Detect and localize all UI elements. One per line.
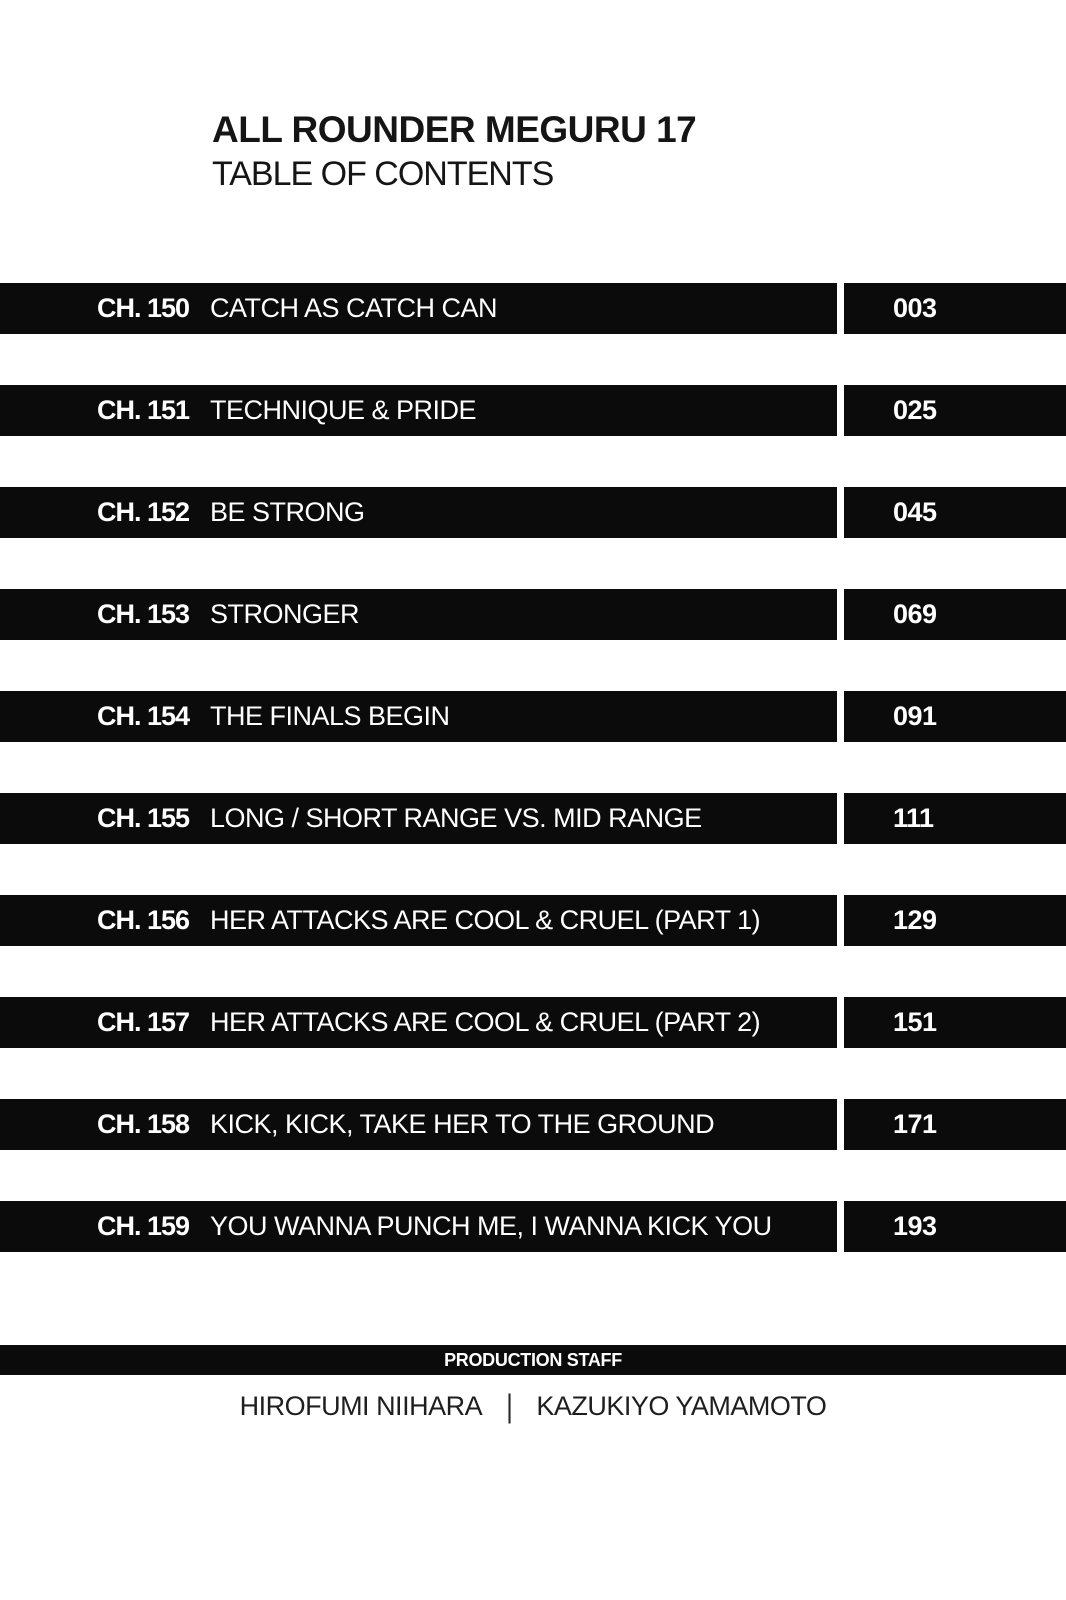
page-number: 025: [893, 395, 937, 425]
chapter-title: STRONGER: [210, 599, 360, 629]
page-number-bar: [844, 487, 1066, 538]
toc-row-ch-150: [0, 283, 1066, 334]
chapter-bar: [0, 1201, 837, 1252]
bar-divider: [837, 385, 844, 436]
chapter-title: HER ATTACKS ARE COOL & CRUEL (PART 1): [210, 905, 761, 935]
page-number-bar: [844, 1201, 1066, 1252]
page-number-bar: [844, 895, 1066, 946]
page-number: 003: [893, 293, 937, 323]
page-number: 091: [893, 701, 937, 731]
chapter-number: CH. 158: [97, 1109, 190, 1139]
chapter-title: LONG / SHORT RANGE VS. MID RANGE: [210, 803, 702, 833]
chapter-title: YOU WANNA PUNCH ME, I WANNA KICK YOU: [210, 1211, 772, 1241]
bar-divider: [837, 997, 844, 1048]
toc-list: [0, 283, 1066, 1303]
chapter-bar: [0, 691, 837, 742]
chapter-bar: [0, 793, 837, 844]
toc-row-ch-154: [0, 691, 1066, 742]
page-number-bar: [844, 589, 1066, 640]
toc-row-ch-155: [0, 793, 1066, 844]
bar-divider: [837, 283, 844, 334]
page-number: 151: [893, 1007, 937, 1037]
chapter-title: BE STRONG: [210, 497, 365, 527]
bar-divider: [837, 1099, 844, 1150]
chapter-title: THE FINALS BEGIN: [210, 701, 450, 731]
chapter-title: CATCH AS CATCH CAN: [210, 293, 498, 323]
chapter-bar: [0, 997, 837, 1048]
chapter-number: CH. 154: [97, 701, 190, 731]
toc-row-ch-157: [0, 997, 1066, 1048]
chapter-number: CH. 153: [97, 599, 190, 629]
book-title: ALL ROUNDER MEGURU 17: [212, 109, 697, 150]
chapter-number: CH. 159: [97, 1211, 190, 1241]
bar-divider: [837, 589, 844, 640]
chapter-bar: [0, 1099, 837, 1150]
toc-row-ch-158: [0, 1099, 1066, 1150]
toc-row-ch-153: [0, 589, 1066, 640]
page-number: 171: [893, 1109, 937, 1139]
page-number: 111: [893, 803, 934, 833]
bar-divider: [837, 691, 844, 742]
page-number-bar: [844, 283, 1066, 334]
page-number: 193: [893, 1211, 937, 1241]
page-number: 129: [893, 905, 937, 935]
staff-separator-bar: |: [506, 1387, 513, 1425]
chapter-title: HER ATTACKS ARE COOL & CRUEL (PART 2): [210, 1007, 761, 1037]
chapter-bar: [0, 589, 837, 640]
page-number-bar: [844, 691, 1066, 742]
chapter-number: CH. 150: [97, 293, 190, 323]
toc-row-ch-151: [0, 385, 1066, 436]
chapter-bar: [0, 283, 837, 334]
title-block: [212, 108, 696, 196]
chapter-number: CH. 155: [97, 803, 190, 833]
page-number: 069: [893, 599, 937, 629]
chapter-bar: [0, 385, 837, 436]
page-number: 045: [893, 497, 937, 527]
chapter-number: CH. 157: [97, 1007, 190, 1037]
staff-name-2: KAZUKIYO YAMAMOTO: [536, 1391, 827, 1421]
page-number-bar: [844, 1099, 1066, 1150]
chapter-bar: [0, 487, 837, 538]
toc-row-ch-152: [0, 487, 1066, 538]
chapter-title: KICK, KICK, TAKE HER TO THE GROUND: [210, 1109, 715, 1139]
bar-divider: [837, 793, 844, 844]
bar-divider: [837, 1201, 844, 1252]
page-number-bar: [844, 997, 1066, 1048]
staff-names: [0, 1387, 1066, 1425]
production-staff-bar: [0, 1345, 1066, 1375]
chapter-number: CH. 151: [97, 395, 190, 425]
toc-row-ch-156: [0, 895, 1066, 946]
staff-name-1: HIROFUMI NIIHARA: [239, 1391, 483, 1421]
bar-divider: [837, 487, 844, 538]
bar-divider: [837, 895, 844, 946]
toc-heading: TABLE OF CONTENTS: [212, 155, 554, 193]
production-staff-label: PRODUCTION STAFF: [444, 1349, 622, 1370]
toc-row-ch-159: [0, 1201, 1066, 1252]
chapter-bar: [0, 895, 837, 946]
chapter-title: TECHNIQUE & PRIDE: [210, 395, 477, 425]
chapter-number: CH. 156: [97, 905, 190, 935]
chapter-number: CH. 152: [97, 497, 190, 527]
page-number-bar: [844, 385, 1066, 436]
page-number-bar: [844, 793, 1066, 844]
